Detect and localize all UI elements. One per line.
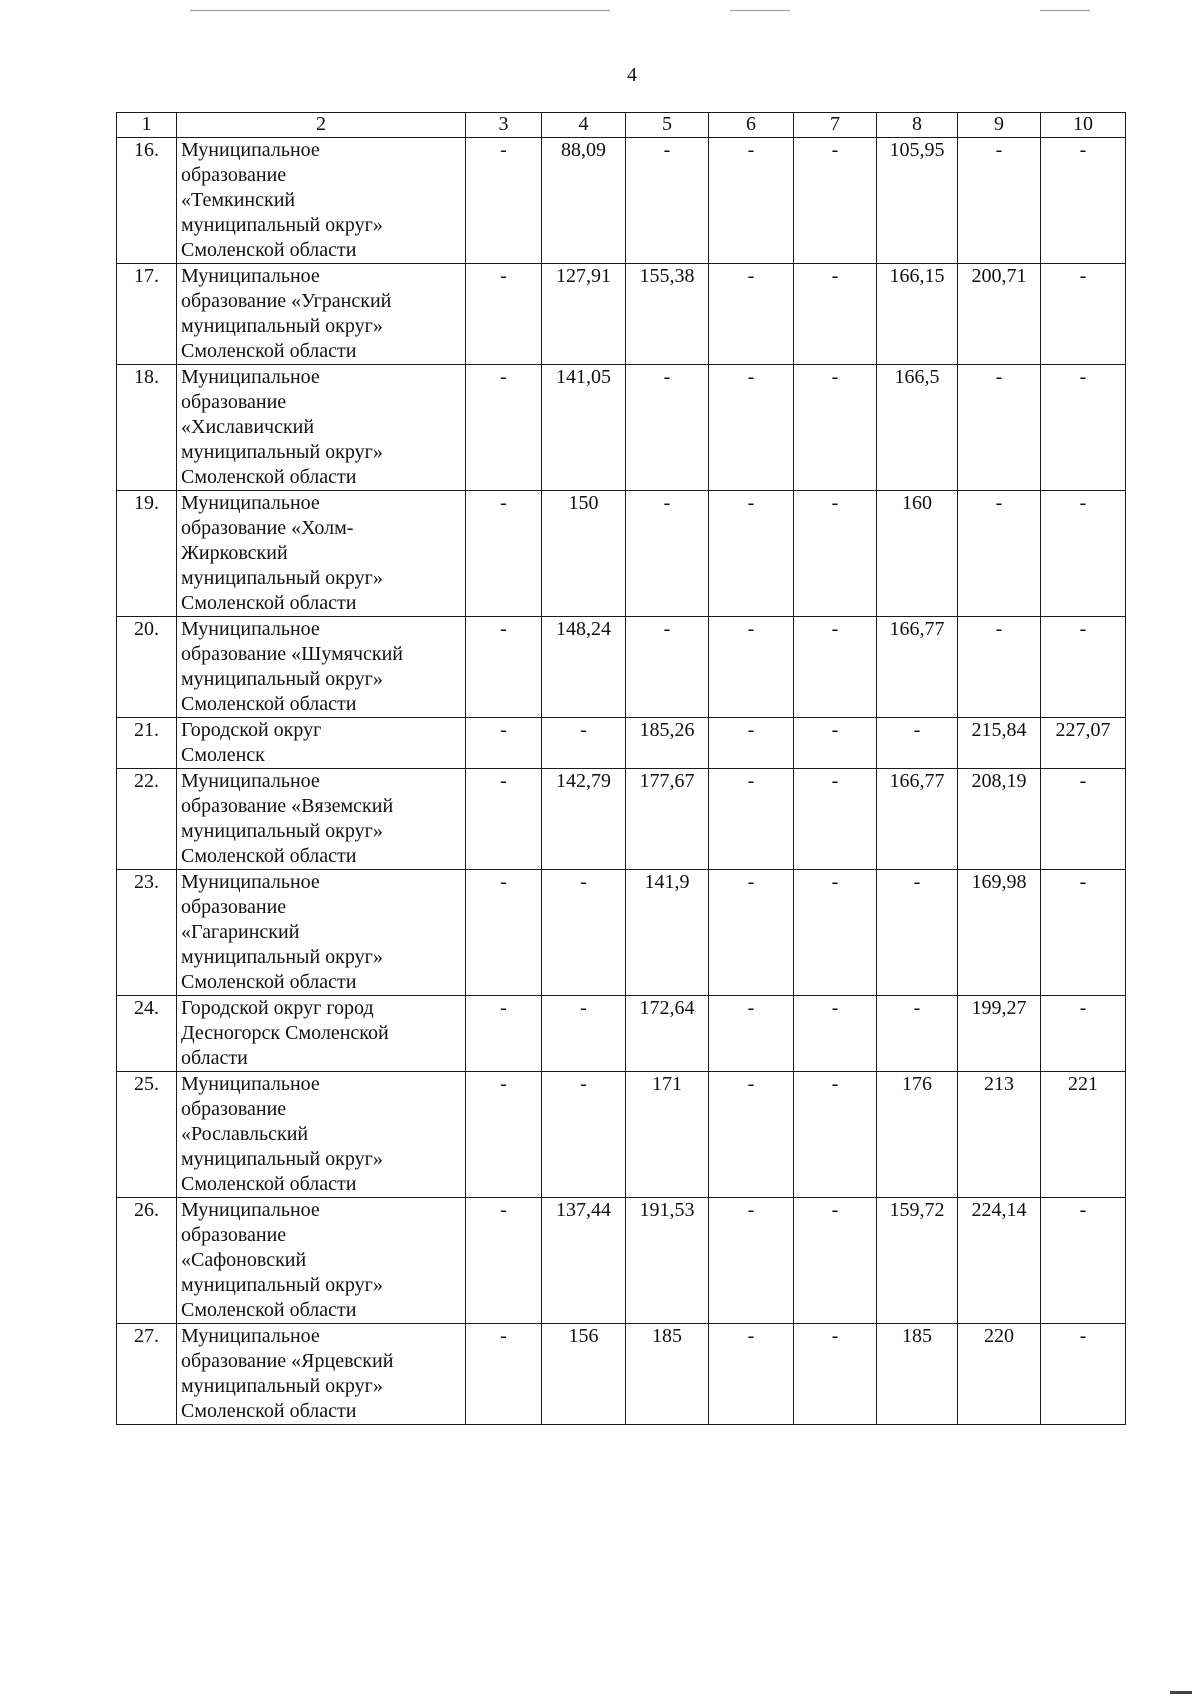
value-cell-col-5: - bbox=[626, 491, 709, 617]
value-cell-col-7: - bbox=[794, 617, 877, 718]
value-cell-col-10: - bbox=[1041, 1198, 1126, 1324]
table-row bbox=[117, 718, 1126, 769]
value-cell-col-5: - bbox=[626, 617, 709, 718]
municipality-name bbox=[177, 1324, 466, 1425]
name-line: Смоленской области bbox=[181, 693, 357, 715]
value-cell-col-9: - bbox=[958, 365, 1041, 491]
table-row bbox=[117, 617, 1126, 718]
value-cell-col-4: 148,24 bbox=[542, 617, 626, 718]
value-cell-col-6: - bbox=[709, 1072, 794, 1198]
name-line: Смоленской области bbox=[181, 971, 357, 993]
value-cell-col-5: 141,9 bbox=[626, 870, 709, 996]
value-cell-col-3: - bbox=[466, 1072, 542, 1198]
value-cell-col-6: - bbox=[709, 365, 794, 491]
value-cell-col-9: 208,19 bbox=[958, 769, 1041, 870]
value-cell-col-5: 177,67 bbox=[626, 769, 709, 870]
name-line: муниципальный округ» bbox=[181, 441, 383, 463]
value-cell-col-6: - bbox=[709, 491, 794, 617]
name-line: Городской округ город bbox=[181, 997, 374, 1019]
column-header-5: 5 bbox=[626, 113, 709, 138]
name-line: «Рославльский bbox=[181, 1123, 309, 1145]
value-cell-col-9: 220 bbox=[958, 1324, 1041, 1425]
value-cell-col-5: 185 bbox=[626, 1324, 709, 1425]
name-line: муниципальный округ» bbox=[181, 315, 383, 337]
name-line: Десногорск Смоленской bbox=[181, 1022, 389, 1044]
value-cell-col-3: - bbox=[466, 870, 542, 996]
municipality-name bbox=[177, 138, 466, 264]
value-cell-col-6: - bbox=[709, 769, 794, 870]
column-header-9: 9 bbox=[958, 113, 1041, 138]
scan-artifact-line bbox=[730, 10, 790, 11]
name-line: муниципальный округ» bbox=[181, 668, 383, 690]
value-cell-col-3: - bbox=[466, 1324, 542, 1425]
municipality-name bbox=[177, 718, 466, 769]
municipality-name bbox=[177, 769, 466, 870]
value-cell-col-4: 142,79 bbox=[542, 769, 626, 870]
name-line: муниципальный округ» bbox=[181, 1274, 383, 1296]
name-line: Смоленской области bbox=[181, 239, 357, 261]
name-line: «Гагаринский bbox=[181, 921, 300, 943]
name-line: области bbox=[181, 1047, 248, 1069]
row-number: 16. bbox=[117, 138, 177, 264]
municipality-name bbox=[177, 264, 466, 365]
value-cell-col-6: - bbox=[709, 1324, 794, 1425]
data-table bbox=[116, 112, 1126, 1425]
value-cell-col-9: - bbox=[958, 491, 1041, 617]
municipality-name bbox=[177, 1072, 466, 1198]
name-line: образование «Холм- bbox=[181, 517, 354, 539]
value-cell-col-8: 160 bbox=[877, 491, 958, 617]
value-cell-col-9: 215,84 bbox=[958, 718, 1041, 769]
value-cell-col-5: 172,64 bbox=[626, 996, 709, 1072]
name-line: «Хиславичский bbox=[181, 416, 315, 438]
column-header-4: 4 bbox=[542, 113, 626, 138]
name-line: муниципальный округ» bbox=[181, 820, 383, 842]
value-cell-col-7: - bbox=[794, 138, 877, 264]
value-cell-col-8: 185 bbox=[877, 1324, 958, 1425]
row-number: 20. bbox=[117, 617, 177, 718]
value-cell-col-9: 224,14 bbox=[958, 1198, 1041, 1324]
value-cell-col-7: - bbox=[794, 769, 877, 870]
row-number: 26. bbox=[117, 1198, 177, 1324]
value-cell-col-3: - bbox=[466, 718, 542, 769]
row-number: 21. bbox=[117, 718, 177, 769]
scan-corner-mark bbox=[1170, 1691, 1192, 1694]
name-line: образование «Угранский bbox=[181, 290, 392, 312]
value-cell-col-8: 166,5 bbox=[877, 365, 958, 491]
value-cell-col-4: - bbox=[542, 1072, 626, 1198]
value-cell-col-3: - bbox=[466, 264, 542, 365]
value-cell-col-4: - bbox=[542, 870, 626, 996]
value-cell-col-8: 105,95 bbox=[877, 138, 958, 264]
value-cell-col-3: - bbox=[466, 1198, 542, 1324]
municipality-name bbox=[177, 491, 466, 617]
name-line: Смоленской области bbox=[181, 340, 357, 362]
name-line: «Сафоновский bbox=[181, 1249, 307, 1271]
column-header-2: 2 bbox=[177, 113, 466, 138]
name-line: образование bbox=[181, 164, 287, 186]
column-header-10: 10 bbox=[1041, 113, 1126, 138]
name-line: Смоленской области bbox=[181, 466, 357, 488]
table-body bbox=[117, 113, 1126, 1425]
name-line: Муниципальное bbox=[181, 1325, 320, 1347]
value-cell-col-3: - bbox=[466, 617, 542, 718]
name-line: Муниципальное bbox=[181, 139, 320, 161]
name-line: Муниципальное bbox=[181, 871, 320, 893]
value-cell-col-10: - bbox=[1041, 870, 1126, 996]
table-row bbox=[117, 1198, 1126, 1324]
value-cell-col-4: 137,44 bbox=[542, 1198, 626, 1324]
row-number: 25. bbox=[117, 1072, 177, 1198]
value-cell-col-8: - bbox=[877, 718, 958, 769]
value-cell-col-7: - bbox=[794, 264, 877, 365]
name-line: «Темкинский bbox=[181, 189, 296, 211]
value-cell-col-7: - bbox=[794, 1072, 877, 1198]
value-cell-col-7: - bbox=[794, 1324, 877, 1425]
value-cell-col-5: 185,26 bbox=[626, 718, 709, 769]
table-row bbox=[117, 264, 1126, 365]
name-line: образование «Вяземский bbox=[181, 795, 394, 817]
table-row bbox=[117, 1072, 1126, 1198]
value-cell-col-9: 200,71 bbox=[958, 264, 1041, 365]
value-cell-col-10: - bbox=[1041, 769, 1126, 870]
value-cell-col-4: 88,09 bbox=[542, 138, 626, 264]
name-line: муниципальный округ» bbox=[181, 1148, 383, 1170]
value-cell-col-7: - bbox=[794, 365, 877, 491]
table-row bbox=[117, 769, 1126, 870]
value-cell-col-8: 159,72 bbox=[877, 1198, 958, 1324]
name-line: Смоленской области bbox=[181, 1173, 357, 1195]
value-cell-col-4: - bbox=[542, 718, 626, 769]
column-header-6: 6 bbox=[709, 113, 794, 138]
value-cell-col-8: - bbox=[877, 870, 958, 996]
municipality-name bbox=[177, 1198, 466, 1324]
value-cell-col-3: - bbox=[466, 769, 542, 870]
value-cell-col-4: - bbox=[542, 996, 626, 1072]
name-line: Муниципальное bbox=[181, 366, 320, 388]
table-row bbox=[117, 870, 1126, 996]
name-line: Муниципальное bbox=[181, 1199, 320, 1221]
name-line: образование «Ярцевский bbox=[181, 1350, 394, 1372]
value-cell-col-5: 191,53 bbox=[626, 1198, 709, 1324]
name-line: муниципальный округ» bbox=[181, 1375, 383, 1397]
value-cell-col-10: 221 bbox=[1041, 1072, 1126, 1198]
value-cell-col-7: - bbox=[794, 1198, 877, 1324]
row-number: 22. bbox=[117, 769, 177, 870]
row-number: 17. bbox=[117, 264, 177, 365]
column-header-3: 3 bbox=[466, 113, 542, 138]
value-cell-col-6: - bbox=[709, 138, 794, 264]
name-line: Смоленск bbox=[181, 744, 265, 766]
row-number: 27. bbox=[117, 1324, 177, 1425]
value-cell-col-8: 166,15 bbox=[877, 264, 958, 365]
name-line: образование bbox=[181, 391, 287, 413]
value-cell-col-9: 213 bbox=[958, 1072, 1041, 1198]
name-line: Муниципальное bbox=[181, 618, 320, 640]
name-line: Жирковский bbox=[181, 542, 288, 564]
value-cell-col-6: - bbox=[709, 264, 794, 365]
value-cell-col-6: - bbox=[709, 870, 794, 996]
name-line: муниципальный округ» bbox=[181, 946, 383, 968]
name-line: образование bbox=[181, 1224, 287, 1246]
name-line: Муниципальное bbox=[181, 492, 320, 514]
scan-artifact-line bbox=[1040, 10, 1090, 11]
value-cell-col-3: - bbox=[466, 996, 542, 1072]
column-header-7: 7 bbox=[794, 113, 877, 138]
value-cell-col-10: 227,07 bbox=[1041, 718, 1126, 769]
municipality-name bbox=[177, 365, 466, 491]
value-cell-col-7: - bbox=[794, 870, 877, 996]
value-cell-col-4: 141,05 bbox=[542, 365, 626, 491]
value-cell-col-6: - bbox=[709, 617, 794, 718]
column-header-1: 1 bbox=[117, 113, 177, 138]
row-number: 24. bbox=[117, 996, 177, 1072]
value-cell-col-10: - bbox=[1041, 617, 1126, 718]
value-cell-col-6: - bbox=[709, 996, 794, 1072]
name-line: Смоленской области bbox=[181, 1299, 357, 1321]
table-row bbox=[117, 365, 1126, 491]
value-cell-col-10: - bbox=[1041, 138, 1126, 264]
table-row bbox=[117, 996, 1126, 1072]
value-cell-col-4: 150 bbox=[542, 491, 626, 617]
name-line: образование bbox=[181, 896, 287, 918]
value-cell-col-9: 199,27 bbox=[958, 996, 1041, 1072]
name-line: образование bbox=[181, 1098, 287, 1120]
value-cell-col-10: - bbox=[1041, 1324, 1126, 1425]
name-line: Городской округ bbox=[181, 719, 322, 741]
municipality-name bbox=[177, 617, 466, 718]
value-cell-col-7: - bbox=[794, 996, 877, 1072]
name-line: Муниципальное bbox=[181, 1073, 320, 1095]
value-cell-col-8: - bbox=[877, 996, 958, 1072]
value-cell-col-10: - bbox=[1041, 365, 1126, 491]
value-cell-col-10: - bbox=[1041, 264, 1126, 365]
municipality-name bbox=[177, 870, 466, 996]
page-number: 4 bbox=[627, 64, 637, 86]
name-line: Смоленской области bbox=[181, 592, 357, 614]
municipality-name bbox=[177, 996, 466, 1072]
row-number: 19. bbox=[117, 491, 177, 617]
name-line: муниципальный округ» bbox=[181, 214, 383, 236]
value-cell-col-10: - bbox=[1041, 996, 1126, 1072]
value-cell-col-9: - bbox=[958, 138, 1041, 264]
value-cell-col-10: - bbox=[1041, 491, 1126, 617]
table-header-row bbox=[117, 113, 1126, 138]
scan-artifact-line bbox=[190, 10, 610, 11]
row-number: 18. bbox=[117, 365, 177, 491]
name-line: образование «Шумячский bbox=[181, 643, 404, 665]
value-cell-col-4: 156 bbox=[542, 1324, 626, 1425]
value-cell-col-5: - bbox=[626, 138, 709, 264]
column-header-8: 8 bbox=[877, 113, 958, 138]
value-cell-col-3: - bbox=[466, 491, 542, 617]
value-cell-col-9: - bbox=[958, 617, 1041, 718]
table-row bbox=[117, 1324, 1126, 1425]
name-line: Муниципальное bbox=[181, 770, 320, 792]
value-cell-col-6: - bbox=[709, 1198, 794, 1324]
value-cell-col-4: 127,91 bbox=[542, 264, 626, 365]
name-line: Муниципальное bbox=[181, 265, 320, 287]
value-cell-col-5: - bbox=[626, 365, 709, 491]
name-line: Смоленской области bbox=[181, 845, 357, 867]
value-cell-col-3: - bbox=[466, 138, 542, 264]
table-row bbox=[117, 491, 1126, 617]
value-cell-col-9: 169,98 bbox=[958, 870, 1041, 996]
value-cell-col-8: 176 bbox=[877, 1072, 958, 1198]
table-row bbox=[117, 138, 1126, 264]
value-cell-col-5: 155,38 bbox=[626, 264, 709, 365]
value-cell-col-7: - bbox=[794, 718, 877, 769]
value-cell-col-7: - bbox=[794, 491, 877, 617]
value-cell-col-8: 166,77 bbox=[877, 769, 958, 870]
value-cell-col-8: 166,77 bbox=[877, 617, 958, 718]
value-cell-col-6: - bbox=[709, 718, 794, 769]
value-cell-col-5: 171 bbox=[626, 1072, 709, 1198]
value-cell-col-3: - bbox=[466, 365, 542, 491]
name-line: муниципальный округ» bbox=[181, 567, 383, 589]
row-number: 23. bbox=[117, 870, 177, 996]
name-line: Смоленской области bbox=[181, 1400, 357, 1422]
